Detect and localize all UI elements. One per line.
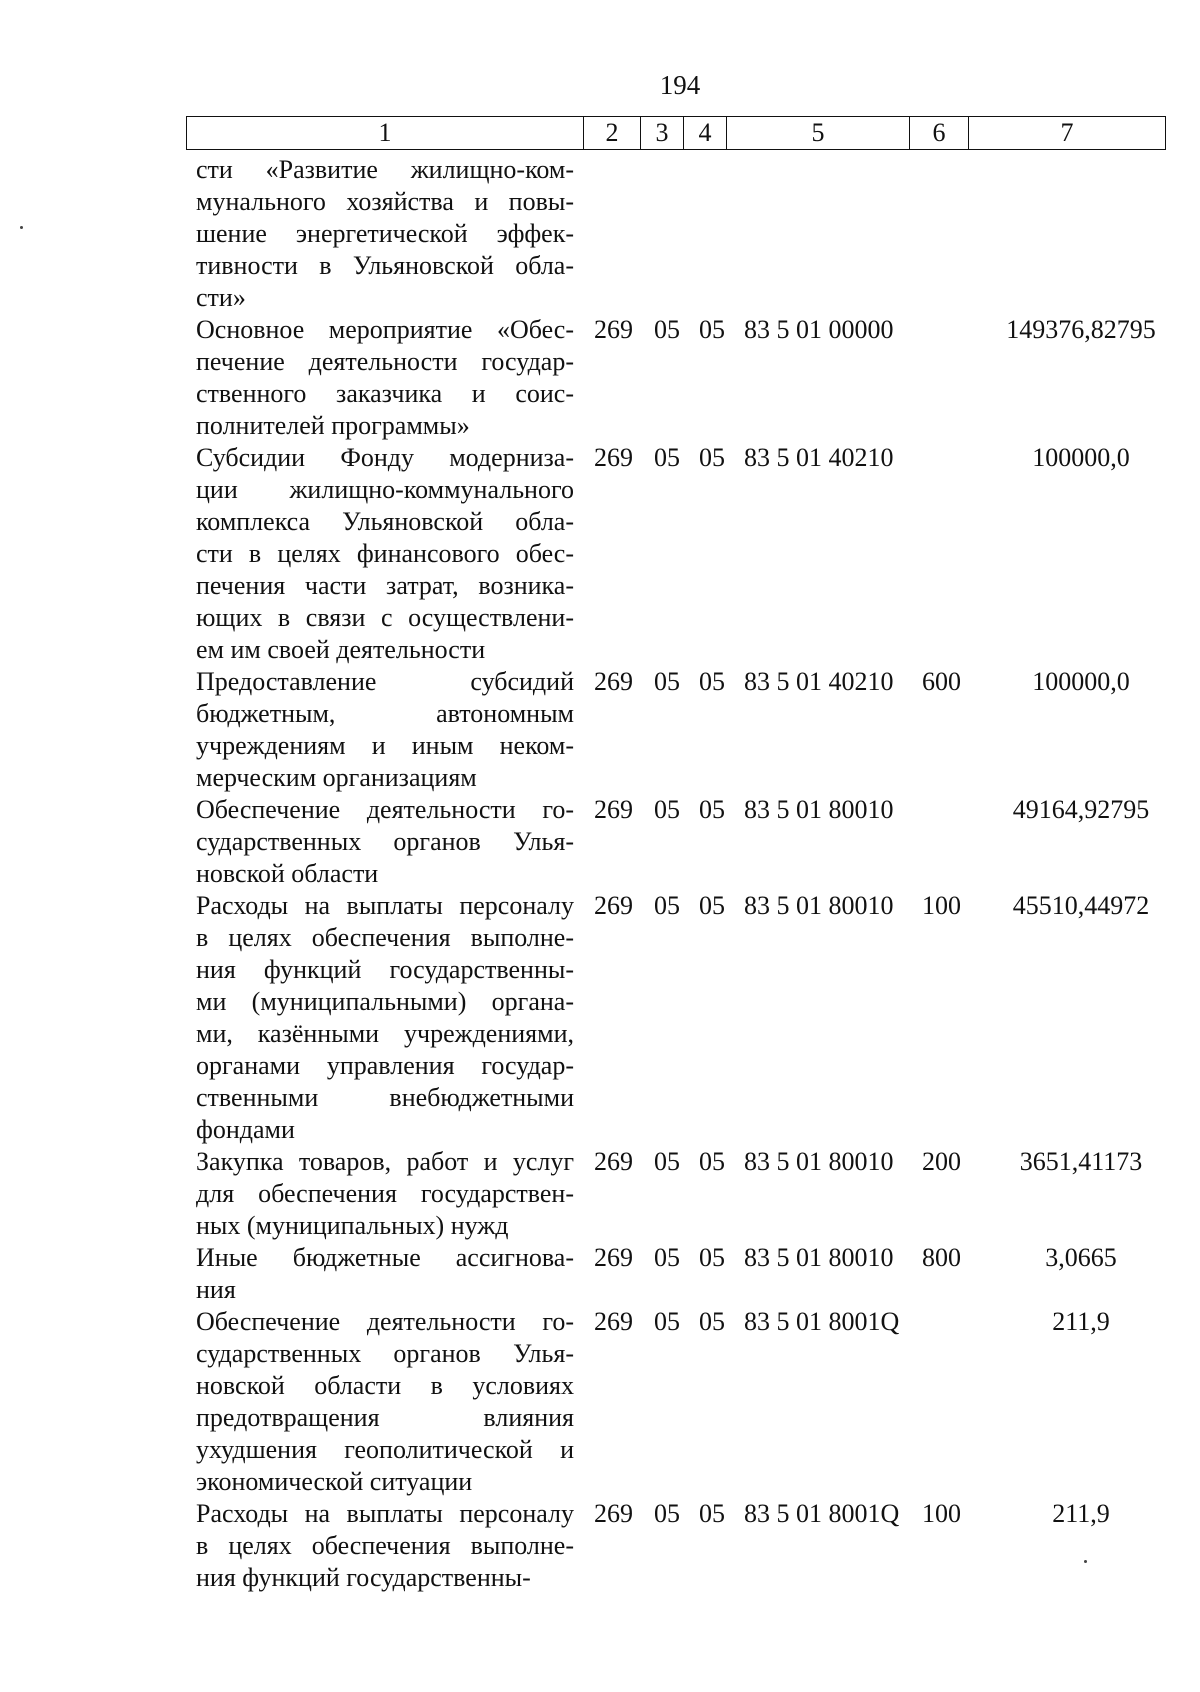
section-code-cell: 05 xyxy=(654,1499,680,1528)
row-name-line: экономической ситуации xyxy=(196,1467,473,1496)
row-name-cell xyxy=(196,890,574,1146)
row-name-line: в целях обеспечения выполне- xyxy=(196,923,574,952)
row-name-line: Обеспечение деятельности го- xyxy=(196,795,574,824)
column-header-table xyxy=(186,116,1166,150)
table-row xyxy=(0,890,1200,1146)
row-name-line: Обеспечение деятельности го- xyxy=(196,1307,574,1336)
row-name-line: печения части затрат, возника- xyxy=(196,571,574,600)
row-name-line: органами управления государ- xyxy=(196,1051,574,1080)
row-name-line: тивности в Ульяновской обла- xyxy=(196,251,574,280)
row-name-line: ми, казёнными учреждениями, xyxy=(196,1019,574,1048)
expense-type-cell: 800 xyxy=(922,1243,961,1272)
amount-cell: 45510,44972 xyxy=(1012,891,1150,920)
table-row xyxy=(0,1306,1200,1498)
table-row xyxy=(0,666,1200,794)
row-name-line: предотвращения влияния xyxy=(196,1403,574,1432)
column-header-row xyxy=(187,117,1166,150)
row-codes xyxy=(594,666,982,698)
column-header-4: 4 xyxy=(684,117,727,150)
budget-table-body xyxy=(0,154,1200,1594)
row-name-cell xyxy=(196,1146,574,1242)
section-code-cell: 05 xyxy=(654,667,680,696)
target-article-cell: 83 5 01 80010 xyxy=(744,795,894,824)
target-article-cell: 83 5 01 00000 xyxy=(744,315,894,344)
page-number: 194 xyxy=(659,70,701,100)
row-codes xyxy=(594,1146,982,1178)
row-name-line: ухудшения геополитической и xyxy=(196,1435,574,1464)
amount-cell: 211,9 xyxy=(1052,1307,1110,1336)
row-name-line: ных (муниципальных) нужд xyxy=(196,1211,509,1240)
column-header-3: 3 xyxy=(641,117,684,150)
row-name-cell xyxy=(196,1306,574,1498)
row-name-line: полнителей программы» xyxy=(196,411,470,440)
row-name-line: Иные бюджетные ассигнова- xyxy=(196,1243,574,1272)
table-row xyxy=(0,1146,1200,1242)
row-codes xyxy=(594,314,982,346)
row-codes xyxy=(594,442,982,474)
row-name-line: в целях обеспечения выполне- xyxy=(196,1531,574,1560)
row-name-line: Расходы на выплаты персоналу xyxy=(196,1499,574,1528)
amount-cell: 3651,41173 xyxy=(1019,1147,1143,1176)
amount-cell: 100000,0 xyxy=(1032,667,1130,696)
subsection-code-cell: 05 xyxy=(699,315,725,344)
expense-type-cell: 200 xyxy=(922,1147,961,1176)
table-row xyxy=(0,794,1200,890)
row-codes xyxy=(594,1306,982,1338)
row-codes xyxy=(594,1242,982,1274)
row-name-cell xyxy=(196,154,574,314)
row-name-line: печение деятельности государ- xyxy=(196,347,574,376)
row-name-line: фондами xyxy=(196,1115,295,1144)
expense-type-cell: 100 xyxy=(922,891,961,920)
row-name-line: Предоставление субсидий xyxy=(196,667,574,696)
row-name-line: ния xyxy=(196,1275,236,1304)
row-codes xyxy=(594,1498,982,1530)
expense-type-cell: 100 xyxy=(922,1499,961,1528)
admin-code-cell: 269 xyxy=(594,315,633,344)
row-name-line: мунального хозяйства и повы- xyxy=(196,187,574,216)
target-article-cell: 83 5 01 8001Q xyxy=(744,1499,900,1528)
table-row xyxy=(0,154,1200,314)
admin-code-cell: 269 xyxy=(594,1307,633,1336)
row-name-line: ющих в связи с осуществлени- xyxy=(196,603,574,632)
row-name-line: сти «Развитие жилищно-ком- xyxy=(196,155,574,184)
row-name-line: сти» xyxy=(196,283,246,312)
subsection-code-cell: 05 xyxy=(699,1147,725,1176)
column-header-1: 1 xyxy=(187,117,584,150)
table-row xyxy=(0,1498,1200,1594)
scan-speck xyxy=(20,226,23,229)
target-article-cell: 83 5 01 80010 xyxy=(744,1243,894,1272)
column-header-7: 7 xyxy=(969,117,1166,150)
target-article-cell: 83 5 01 40210 xyxy=(744,443,894,472)
row-name-line: бюджетным, автономным xyxy=(196,699,574,728)
section-code-cell: 05 xyxy=(654,1147,680,1176)
section-code-cell: 05 xyxy=(654,443,680,472)
row-name-line: ния функций государственны- xyxy=(196,1563,531,1592)
column-header-5: 5 xyxy=(727,117,910,150)
table-row xyxy=(0,314,1200,442)
row-name-line: шение энергетической эффек- xyxy=(196,219,574,248)
row-name-line: ми (муниципальными) органа- xyxy=(196,987,574,1016)
row-name-cell xyxy=(196,1242,574,1306)
row-name-line: сти в целях финансового обес- xyxy=(196,539,574,568)
section-code-cell: 05 xyxy=(654,1243,680,1272)
subsection-code-cell: 05 xyxy=(699,795,725,824)
amount-cell: 100000,0 xyxy=(1032,443,1130,472)
row-name-line: Расходы на выплаты персоналу xyxy=(196,891,574,920)
row-codes xyxy=(594,890,982,922)
column-header-2: 2 xyxy=(584,117,641,150)
scan-speck xyxy=(1084,1560,1087,1563)
row-name-line: Субсидии Фонду модерниза- xyxy=(196,443,574,472)
row-name-line: для обеспечения государствен- xyxy=(196,1179,574,1208)
target-article-cell: 83 5 01 80010 xyxy=(744,891,894,920)
amount-cell: 3,0665 xyxy=(1045,1243,1117,1272)
admin-code-cell: 269 xyxy=(594,795,633,824)
target-article-cell: 83 5 01 8001Q xyxy=(744,1307,900,1336)
admin-code-cell: 269 xyxy=(594,443,633,472)
row-name-line: ственными внебюджетными xyxy=(196,1083,574,1112)
subsection-code-cell: 05 xyxy=(699,1499,725,1528)
row-name-line: ции жилищно-коммунального xyxy=(196,475,574,504)
amount-cell: 49164,92795 xyxy=(1012,795,1150,824)
section-code-cell: 05 xyxy=(654,315,680,344)
section-code-cell: 05 xyxy=(654,891,680,920)
subsection-code-cell: 05 xyxy=(699,1307,725,1336)
row-name-cell xyxy=(196,794,574,890)
row-name-line: новской области в условиях xyxy=(196,1371,574,1400)
row-name-line: комплекса Ульяновской обла- xyxy=(196,507,574,536)
row-name-line: новской области xyxy=(196,859,379,888)
column-header-6: 6 xyxy=(910,117,969,150)
row-name-cell xyxy=(196,666,574,794)
row-name-line: сударственных органов Улья- xyxy=(196,827,574,856)
row-name-line: ственного заказчика и соис- xyxy=(196,379,574,408)
row-name-cell xyxy=(196,1498,574,1594)
row-name-line: мерческим организациям xyxy=(196,763,477,792)
section-code-cell: 05 xyxy=(654,1307,680,1336)
row-name-line: ем им своей деятельности xyxy=(196,635,486,664)
row-codes xyxy=(594,794,982,826)
row-name-line: сударственных органов Улья- xyxy=(196,1339,574,1368)
row-codes xyxy=(594,154,982,186)
subsection-code-cell: 05 xyxy=(699,1243,725,1272)
admin-code-cell: 269 xyxy=(594,1499,633,1528)
target-article-cell: 83 5 01 80010 xyxy=(744,1147,894,1176)
amount-cell: 149376,82795 xyxy=(1006,315,1156,344)
row-name-cell xyxy=(196,442,574,666)
subsection-code-cell: 05 xyxy=(699,667,725,696)
admin-code-cell: 269 xyxy=(594,1147,633,1176)
target-article-cell: 83 5 01 40210 xyxy=(744,667,894,696)
row-name-line: учреждениям и иным неком- xyxy=(196,731,574,760)
row-name-line: Основное мероприятие «Обес- xyxy=(196,315,574,344)
subsection-code-cell: 05 xyxy=(699,443,725,472)
section-code-cell: 05 xyxy=(654,795,680,824)
row-name-line: Закупка товаров, работ и услуг xyxy=(196,1147,574,1176)
subsection-code-cell: 05 xyxy=(699,891,725,920)
table-row xyxy=(0,1242,1200,1306)
amount-cell: 211,9 xyxy=(1052,1499,1110,1528)
table-row xyxy=(0,442,1200,666)
row-name-line: ния функций государственны- xyxy=(196,955,574,984)
admin-code-cell: 269 xyxy=(594,1243,633,1272)
admin-code-cell: 269 xyxy=(594,891,633,920)
row-name-cell xyxy=(196,314,574,442)
expense-type-cell: 600 xyxy=(922,667,961,696)
admin-code-cell: 269 xyxy=(594,667,633,696)
